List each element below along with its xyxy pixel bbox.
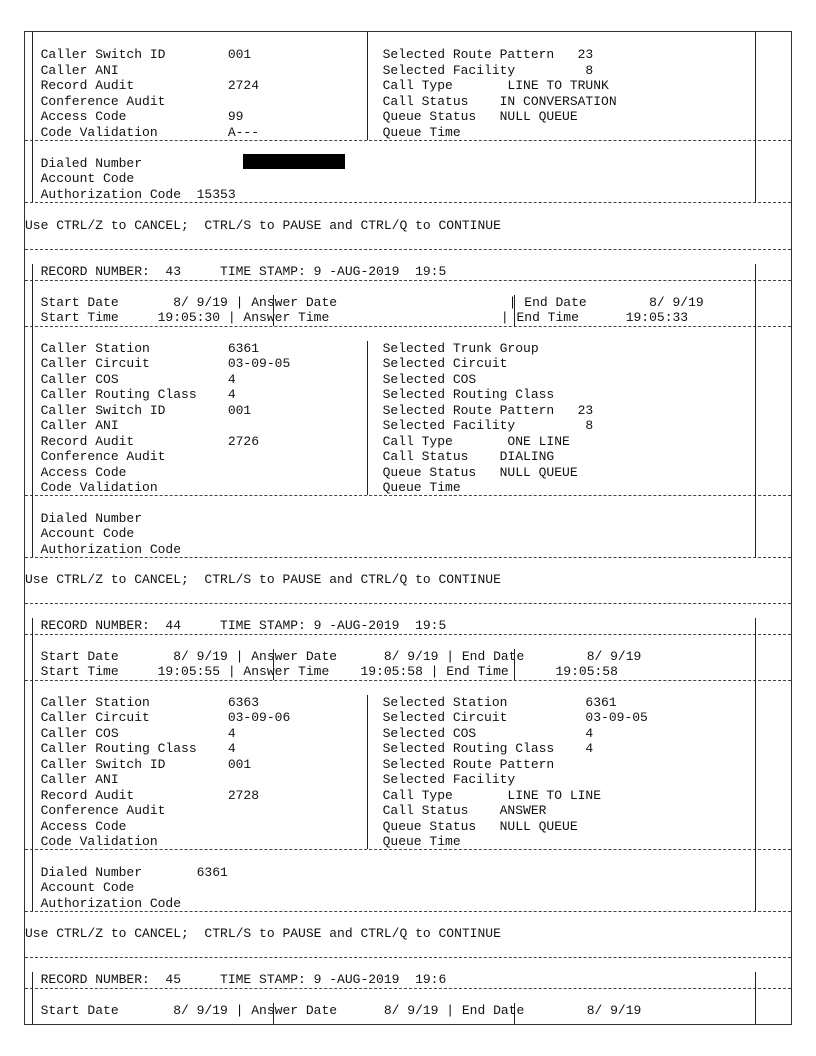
text-line-right: Selected Station 6361 <box>367 695 617 710</box>
dashed-separator <box>25 634 791 635</box>
dashed-separator <box>25 680 791 681</box>
text-line: Dialed Number 6361 <box>25 865 228 880</box>
text-line: Access Code 99 <box>25 109 299 124</box>
text-line: Record Audit 2724 <box>25 78 299 93</box>
text-line: Caller Routing Class 4 <box>25 741 299 756</box>
text-line: Caller ANI <box>25 772 299 787</box>
text-line: Account Code <box>25 880 135 895</box>
text-line: Caller COS 4 <box>25 372 299 387</box>
text-line-right: Call Type LINE TO LINE <box>367 788 602 803</box>
text-line-right: Selected Circuit <box>367 356 508 371</box>
text-line-right: Call Type ONE LINE <box>367 434 570 449</box>
text-line-right: Queue Status NULL QUEUE <box>367 819 578 834</box>
text-line: Start Date 8/ 9/19 | Answer Date 8/ 9/19 | End Date 8/ 9/19 <box>25 1003 642 1018</box>
text-line: Code Validation <box>25 834 299 849</box>
text-line-right: Queue Time <box>367 125 461 140</box>
text-line-right: Selected Routing Class 4 <box>367 741 594 756</box>
dashed-separator <box>25 849 791 850</box>
table-border <box>755 280 756 557</box>
text-line-right: Selected Route Pattern <box>367 757 555 772</box>
dashed-separator <box>25 957 791 958</box>
text-line-right: Selected Routing Class <box>367 387 555 402</box>
dashed-separator <box>25 911 791 912</box>
text-line: Caller Station 6361 <box>25 341 299 356</box>
text-line-right: Queue Status NULL QUEUE <box>367 109 578 124</box>
text-line-right: Selected COS 4 <box>367 726 594 741</box>
text-line-right: Selected Facility 8 <box>367 63 594 78</box>
text-line-right: Selected Facility <box>367 772 516 787</box>
text-line: Authorization Code <box>25 896 182 911</box>
text-line: Caller ANI <box>25 63 299 78</box>
text-line: Code Validation <box>25 480 299 495</box>
text-line: Access Code <box>25 819 299 834</box>
table-border <box>755 32 756 202</box>
text-line-right: Selected Facility 8 <box>367 418 594 433</box>
text-line: Conference Audit <box>25 449 299 464</box>
text-line-right: Selected Route Pattern 23 <box>367 47 594 62</box>
text-line: Record Audit 2726 <box>25 434 299 449</box>
text-line: RECORD NUMBER: 43 TIME STAMP: 9 -AUG-2019 19:5 <box>25 264 447 279</box>
text-line: Dialed Number <box>25 156 143 171</box>
text-line: Conference Audit <box>25 803 299 818</box>
text-line: Start Date 8/ 9/19 | Answer Date 8/ 9/19 | End Date 8/ 9/19 <box>25 649 642 664</box>
text-line-right: Call Status IN CONVERSATION <box>367 94 617 109</box>
text-line-right: Queue Time <box>367 480 461 495</box>
text-line: Account Code <box>25 171 135 186</box>
text-line: Caller Switch ID 001 <box>25 47 299 62</box>
dashed-separator <box>25 603 791 604</box>
dashed-separator <box>25 557 791 558</box>
text-line: Caller Switch ID 001 <box>25 757 299 772</box>
text-line: Caller Station 6363 <box>25 695 299 710</box>
text-line: Start Time 19:05:55 | Answer Time 19:05:58 | End Time 19:05:58 <box>25 664 618 679</box>
text-line: Use CTRL/Z to CANCEL; CTRL/S to PAUSE and CTRL/Q to CONTINUE <box>25 926 501 941</box>
text-line-right: Queue Status NULL QUEUE <box>367 465 578 480</box>
text-line-right: Selected Route Pattern 23 <box>367 403 594 418</box>
text-line: Caller Routing Class 4 <box>25 387 299 402</box>
dashed-separator <box>25 495 791 496</box>
dashed-separator <box>25 140 791 141</box>
text-line-right: Queue Time <box>367 834 461 849</box>
text-line: Record Audit 2728 <box>25 788 299 803</box>
redacted-dialed-number <box>243 154 345 169</box>
text-line: Dialed Number <box>25 511 143 526</box>
table-border <box>755 972 756 1025</box>
dashed-separator <box>25 280 791 281</box>
text-line: Caller COS 4 <box>25 726 299 741</box>
text-line: RECORD NUMBER: 45 TIME STAMP: 9 -AUG-2019 19:6 <box>25 972 447 987</box>
text-line-right: Call Status ANSWER <box>367 803 547 818</box>
table-border <box>755 618 756 911</box>
text-line: Conference Audit <box>25 94 299 109</box>
text-line: Caller Circuit 03-09-06 <box>25 710 299 725</box>
text-line-right: Selected Trunk Group <box>367 341 539 356</box>
text-line: Code Validation A--- <box>25 125 299 140</box>
text-line: Authorization Code <box>25 542 182 557</box>
text-line: Use CTRL/Z to CANCEL; CTRL/S to PAUSE and CTRL/Q to CONTINUE <box>25 572 501 587</box>
dashed-separator <box>25 326 791 327</box>
text-line-right: Selected COS <box>367 372 477 387</box>
text-line: Caller ANI <box>25 418 299 433</box>
text-line-right: Selected Circuit 03-09-05 <box>367 710 648 725</box>
text-line: Account Code <box>25 526 135 541</box>
text-line: RECORD NUMBER: 44 TIME STAMP: 9 -AUG-2019 19:5 <box>25 618 447 633</box>
text-line: Access Code <box>25 465 299 480</box>
text-line: Caller Circuit 03-09-05 <box>25 356 299 371</box>
text-line: Start Time 19:05:30 | Answer Time | End Time 19:05:33 <box>25 310 689 325</box>
terminal-output <box>24 31 792 1025</box>
text-line-right: Call Status DIALING <box>367 449 555 464</box>
text-line: Start Date 8/ 9/19 | Answer Date | End Date 8/ 9/19 <box>25 295 704 310</box>
dashed-separator <box>25 202 791 203</box>
dashed-separator <box>25 249 791 250</box>
dashed-separator <box>25 988 791 989</box>
text-line: Authorization Code 15353 <box>25 187 236 202</box>
text-line: Use CTRL/Z to CANCEL; CTRL/S to PAUSE and CTRL/Q to CONTINUE <box>25 218 501 233</box>
text-line-right: Call Type LINE TO TRUNK <box>367 78 609 93</box>
text-line: Caller Switch ID 001 <box>25 403 299 418</box>
